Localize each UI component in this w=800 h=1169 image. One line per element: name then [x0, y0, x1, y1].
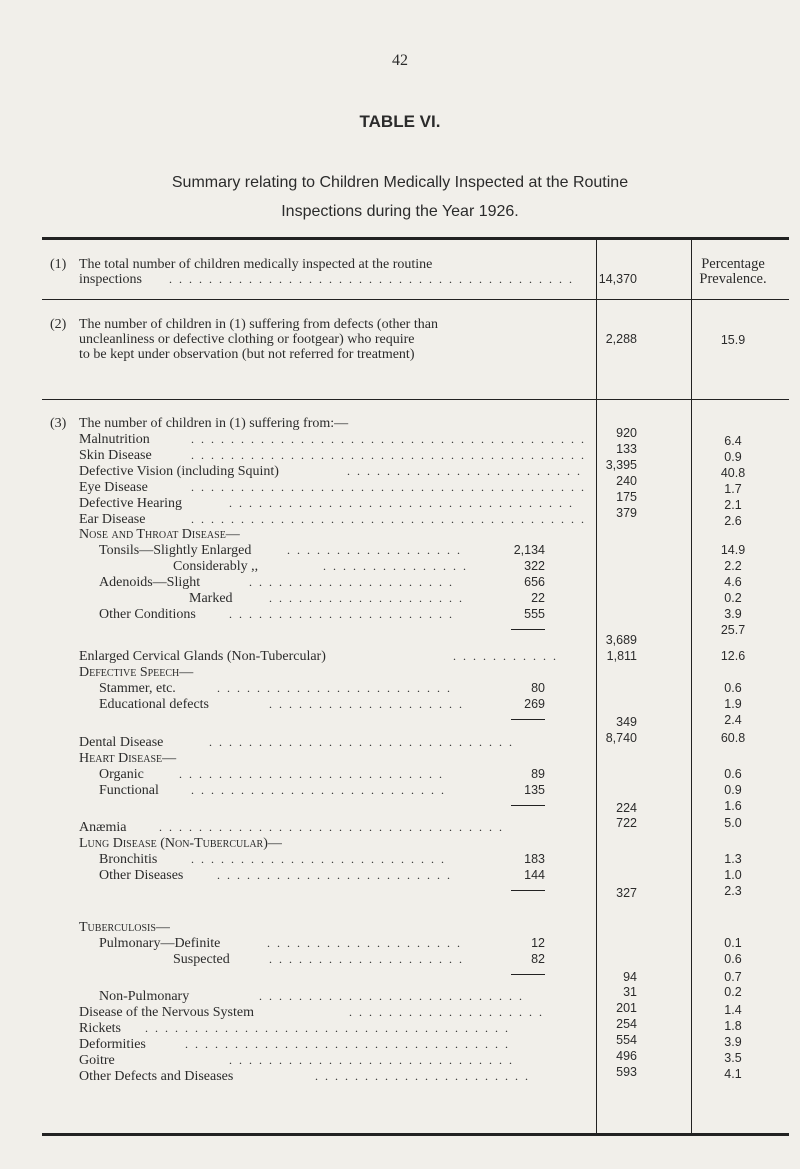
section2-pct: 15.9: [720, 333, 746, 347]
list-item: Eye Disease . . . . . . . . . . . . . . . . . . . . . . . . . . . . . . . . . . . . . . . .: [79, 480, 586, 495]
vision-total: 3,395: [605, 458, 637, 472]
section2-line-1: The number of children in (1) suffering from defects (other than: [79, 317, 438, 332]
tonsils-slight-value: 2,134: [513, 543, 545, 557]
list-item: Adenoids—Slight . . . . . . . . . . . . . . . . . . . . .: [99, 575, 454, 590]
dental-total: 8,740: [605, 731, 637, 745]
non-pulmonary-pct: 0.2: [724, 985, 742, 999]
list-item: Suspected . . . . . . . . . . . . . . . . . . . .: [173, 952, 464, 967]
pulmonary-definite-pct: 0.1: [724, 936, 742, 950]
organic-value: 89: [531, 767, 545, 781]
other-defects-total: 593: [616, 1065, 637, 1079]
list-item: Functional . . . . . . . . . . . . . . . . . . . . . . . . . .: [99, 783, 446, 798]
lung-heading: Lung Disease (Non-Tubercular)—: [79, 836, 282, 851]
subtotal-rule: [511, 974, 545, 975]
pct-heading-1: Percentage: [701, 256, 765, 272]
tonsils-slight-pct: 14.9: [720, 543, 746, 557]
functional-value: 135: [524, 783, 545, 797]
heart-heading: Heart Disease—: [79, 751, 177, 766]
adenoids-marked-pct: 0.2: [724, 591, 742, 605]
deformities-pct: 3.9: [724, 1035, 742, 1049]
nervous-pct: 1.4: [724, 1003, 742, 1017]
skin-pct: 0.9: [724, 450, 742, 464]
list-item: Goitre . . . . . . . . . . . . . . . . . . . . . . . . . . . . .: [79, 1053, 514, 1068]
hearing-total: 175: [616, 490, 637, 504]
dental-pct: 60.8: [720, 731, 746, 745]
stammer-value: 80: [531, 681, 545, 695]
subtitle-line-1: Summary relating to Children Medically Inspected at the Routine: [171, 174, 629, 191]
list-item: Anæmia . . . . . . . . . . . . . . . . . . . . . . . . . . . . . . . . . . .: [79, 820, 504, 835]
adenoids-marked-value: 22: [531, 591, 545, 605]
speech-heading: Defective Speech—: [79, 665, 194, 680]
ear-pct: 2.6: [724, 514, 742, 528]
ear-total: 379: [616, 506, 637, 520]
list-item: Deformities . . . . . . . . . . . . . . . . . . . . . . . . . . . . . . . . .: [79, 1037, 510, 1052]
organic-pct: 0.6: [724, 767, 742, 781]
section2-total: 2,288: [605, 332, 637, 346]
vision-pct: 40.8: [720, 466, 746, 480]
speech-total: 349: [616, 715, 637, 729]
deformities-total: 554: [616, 1033, 637, 1047]
glands-pct: 12.6: [720, 649, 746, 663]
skin-total: 133: [616, 442, 637, 456]
other-conditions-pct: 3.9: [724, 607, 742, 621]
other-defects-pct: 4.1: [724, 1067, 742, 1081]
other-diseases-pct: 1.0: [724, 868, 742, 882]
subtotal-rule: [511, 719, 545, 720]
list-item: Disease of the Nervous System . . . . . . . . . . . . . . . . . . . .: [79, 1005, 544, 1020]
nervous-total: 201: [616, 1001, 637, 1015]
list-item: Other Defects and Diseases . . . . . . . . . . . . . . . . . . . . . .: [79, 1069, 530, 1084]
list-item: Pulmonary—Definite . . . . . . . . . . . . . . . . . . . .: [99, 936, 462, 951]
table-bottom-rule: [42, 1133, 789, 1136]
header-line-2: inspections . . . . . . . . . . . . . . . . . . . . . . . . . . . . . . . . . . . . . . . . .: [79, 272, 574, 287]
list-item: Tonsils—Slightly Enlarged . . . . . . . . . . . . . . . . . .: [99, 543, 462, 558]
heart-total: 224: [616, 801, 637, 815]
lung-total: 327: [616, 886, 637, 900]
row-num-3: (3): [50, 416, 67, 431]
list-item: Defective Hearing . . . . . . . . . . . . . . . . . . . . . . . . . . . . . . . . . . .: [79, 496, 574, 511]
goitre-pct: 3.5: [724, 1051, 742, 1065]
pct-heading-2: Prevalence.: [699, 271, 767, 287]
eye-total: 240: [616, 474, 637, 488]
anaemia-pct: 5.0: [724, 816, 742, 830]
list-item: Rickets . . . . . . . . . . . . . . . . . . . . . . . . . . . . . . . . . . . . .: [79, 1021, 510, 1036]
row-rule-2: [42, 399, 789, 400]
list-item: Considerably ,, . . . . . . . . . . . . . . .: [173, 559, 468, 574]
educational-pct: 1.9: [724, 697, 742, 711]
nose-throat-total: 3,689: [605, 633, 637, 647]
tuberculosis-pct: 0.7: [724, 970, 742, 984]
header-total: 14,370: [598, 272, 637, 286]
speech-pct: 2.4: [724, 713, 742, 727]
bronchitis-pct: 1.3: [724, 852, 742, 866]
educational-value: 269: [524, 697, 545, 711]
heart-pct: 1.6: [724, 799, 742, 813]
section2-line-3: to be kept under observation (but not referred for treatment): [79, 347, 415, 362]
subtitle-line-2: Inspections during the Year 1926.: [281, 203, 519, 220]
tuberculosis-total: 94: [623, 970, 637, 984]
goitre-total: 496: [616, 1049, 637, 1063]
functional-pct: 0.9: [724, 783, 742, 797]
list-item: Enlarged Cervical Glands (Non-Tubercular) . . . . . . . . . . .: [79, 649, 558, 664]
row-num-2: (2): [50, 317, 67, 332]
hearing-pct: 2.1: [724, 498, 742, 512]
subtotal-rule: [511, 805, 545, 806]
section3-intro: The number of children in (1) suffering from:—: [79, 416, 349, 431]
list-item: Skin Disease . . . . . . . . . . . . . . . . . . . . . . . . . . . . . . . . . . . . . . . .: [79, 448, 586, 463]
adenoids-slight-pct: 4.6: [724, 575, 742, 589]
eye-pct: 1.7: [724, 482, 742, 496]
list-item: Other Diseases . . . . . . . . . . . . . . . . . . . . . . . .: [99, 868, 452, 883]
pulmonary-definite-value: 12: [531, 936, 545, 950]
list-item: Other Conditions . . . . . . . . . . . . . . . . . . . . . . .: [99, 607, 454, 622]
other-diseases-value: 144: [524, 868, 545, 882]
row-num-1: (1): [50, 257, 67, 272]
rickets-total: 254: [616, 1017, 637, 1031]
rickets-pct: 1.8: [724, 1019, 742, 1033]
malnutrition-total: 920: [616, 426, 637, 440]
list-item: Marked . . . . . . . . . . . . . . . . . . . .: [189, 591, 464, 606]
list-item: Bronchitis . . . . . . . . . . . . . . . . . . . . . . . . . .: [99, 852, 446, 867]
table-title: TABLE VI.: [359, 112, 441, 131]
list-item: Organic . . . . . . . . . . . . . . . . . . . . . . . . . . .: [99, 767, 444, 782]
list-item: Defective Vision (including Squint) . . . . . . . . . . . . . . . . . . . . . . . .: [79, 464, 582, 479]
subtotal-rule: [511, 629, 545, 630]
non-pulmonary-total: 31: [623, 985, 637, 999]
adenoids-slight-value: 656: [524, 575, 545, 589]
list-item: Malnutrition . . . . . . . . . . . . . . . . . . . . . . . . . . . . . . . . . . . . . . . .: [79, 432, 586, 447]
bronchitis-value: 183: [524, 852, 545, 866]
tonsils-considerably-pct: 2.2: [724, 559, 742, 573]
header-line-1: The total number of children medically inspected at the routine: [79, 257, 433, 272]
page-number: 42: [392, 52, 408, 69]
nose-throat-pct: 25.7: [720, 623, 746, 637]
other-conditions-value: 555: [524, 607, 545, 621]
lung-pct: 2.3: [724, 884, 742, 898]
list-item: Non-Pulmonary . . . . . . . . . . . . . . . . . . . . . . . . . . .: [99, 989, 524, 1004]
table-top-rule: [42, 237, 789, 240]
list-item: Ear Disease . . . . . . . . . . . . . . . . . . . . . . . . . . . . . . . . . . . . . . . .: [79, 512, 586, 527]
pulmonary-suspected-pct: 0.6: [724, 952, 742, 966]
pulmonary-suspected-value: 82: [531, 952, 545, 966]
malnutrition-pct: 6.4: [724, 434, 742, 448]
list-item: Educational defects . . . . . . . . . . . . . . . . . . . .: [99, 697, 464, 712]
tonsils-considerably-value: 322: [524, 559, 545, 573]
list-item: Dental Disease . . . . . . . . . . . . . . . . . . . . . . . . . . . . . . .: [79, 735, 514, 750]
list-item: Stammer, etc. . . . . . . . . . . . . . . . . . . . . . . . .: [99, 681, 452, 696]
subtotal-rule: [511, 890, 545, 891]
section2-line-2: uncleanliness or defective clothing or footgear) who require: [79, 332, 415, 347]
stammer-pct: 0.6: [724, 681, 742, 695]
anaemia-total: 722: [616, 816, 637, 830]
glands-total: 1,811: [606, 649, 637, 663]
tuberculosis-heading: Tuberculosis—: [79, 920, 170, 935]
nose-throat-heading: Nose and Throat Disease—: [79, 527, 240, 542]
row-rule-1: [42, 299, 789, 300]
